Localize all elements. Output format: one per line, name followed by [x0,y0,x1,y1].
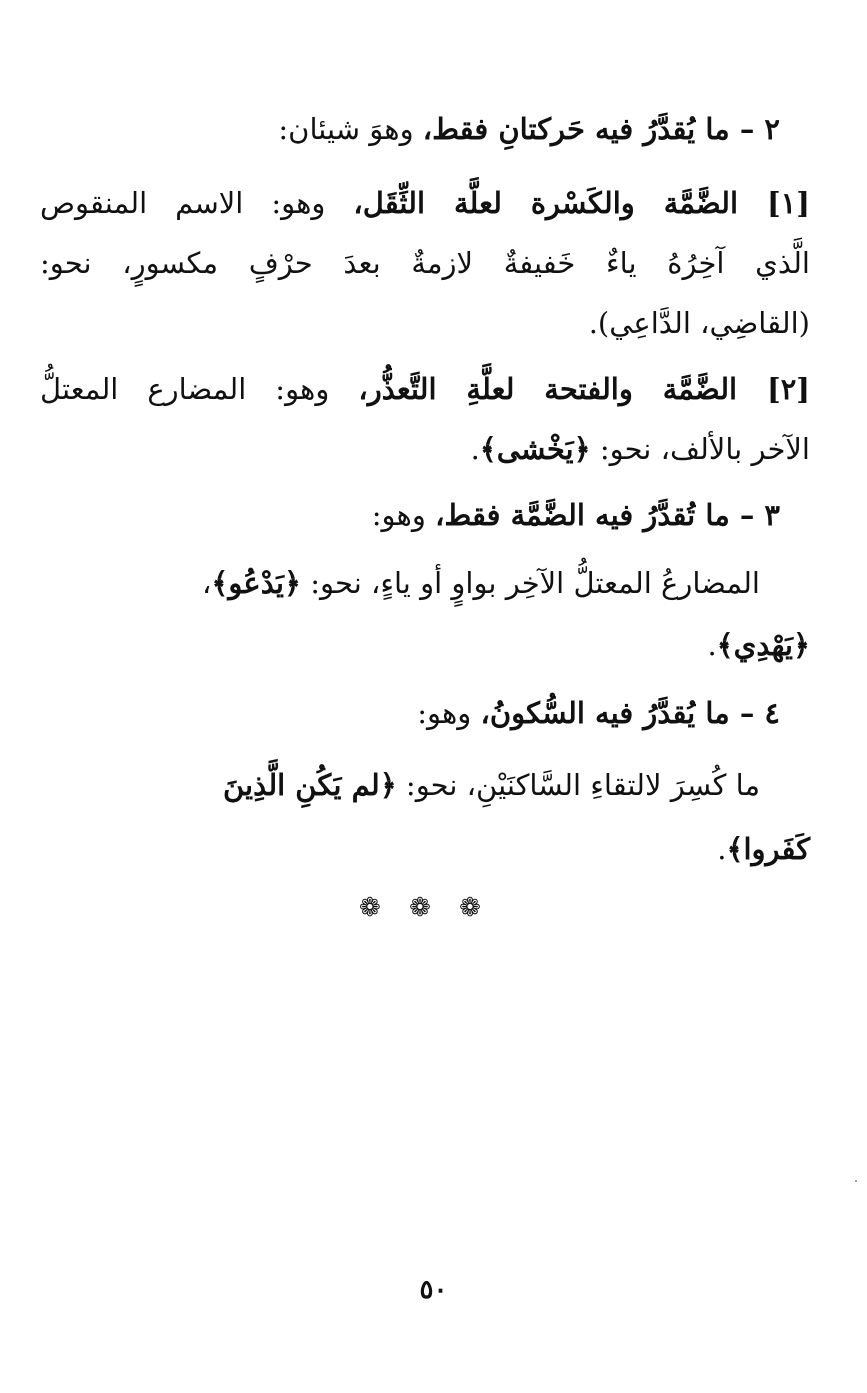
paragraph-2-line-2 [40,426,810,472]
line-plain-text: وهو: المضارع المعتلُّ [40,372,359,406]
scan-speck [855,1180,857,1182]
paragraph-3-line-1 [40,560,760,606]
heading-bold-text: ٣ – ما تُقدَّرُ فيه الضَّمَّة فقط، [435,498,780,532]
term-bold-text: [١] الضَّمَّة والكَسْرة لعلَّة الثِّقَل، [353,186,810,220]
quran-quote: ﴿يَدْعُو﴾ [211,566,301,600]
line-punctuation: ، [202,566,212,600]
heading-plain-text: وهوَ شيئان: [278,112,423,146]
line-plain-text: (القاضِي، الدَّاعِي). [588,306,810,340]
line-punctuation: . [707,628,717,662]
paragraph-1-line-3 [40,300,810,346]
section-heading-2 [40,106,780,152]
paragraph-4-line-2 [40,826,810,872]
page-body [40,100,810,1300]
line-punctuation: . [717,832,727,866]
paragraph-4-line-1 [40,762,760,808]
line-plain-text: الَّذي آخِرُهُ ياءٌ خَفيفةٌ لازمةٌ بعدَ حرْفٍ مكسورٍ، نحو: [40,246,810,280]
heading-plain-text: وهو: [417,696,481,730]
paragraph-1-line-1 [40,180,810,226]
paragraph-2-line-1 [40,366,810,412]
line-plain-text: ما كُسِرَ لالتقاءِ السَّاكنَيْنِ، نحو: [396,768,760,802]
heading-bold-text: ٤ – ما يُقدَّرُ فيه السُّكونُ، [480,696,780,730]
quran-quote: ﴿يَخْشى﴾ [479,432,591,466]
heading-plain-text: وهو: [371,498,436,532]
quran-quote: ﴿لم يَكُنِ الَّذِينَ [222,768,397,802]
paragraph-3-line-2 [40,622,810,668]
line-punctuation: . [470,432,480,466]
term-bold-text: [٢] الضَّمَّة والفتحة لعلَّةِ التَّعذُّر، [358,372,810,406]
paragraph-1-line-2 [40,240,810,286]
section-end-ornament: ❁ ❁ ❁ [359,893,491,923]
page-number: ٥٠ [419,1275,448,1305]
section-heading-4 [40,690,780,736]
quran-quote: كَفَروا﴾ [726,832,810,866]
quran-quote: ﴿يَهْدِي﴾ [716,628,810,662]
section-heading-3 [40,492,780,538]
line-plain-text: الآخر بالألف، نحو: [590,432,810,466]
line-plain-text: المضارعُ المعتلُّ الآخِر بواوٍ أو ياءٍ، نحو: [301,566,760,600]
heading-bold-text: ٢ – ما يُقدَّرُ فيه حَركتانِ فقط، [422,112,780,146]
line-plain-text: وهو: الاسم المنقوص [40,186,354,220]
